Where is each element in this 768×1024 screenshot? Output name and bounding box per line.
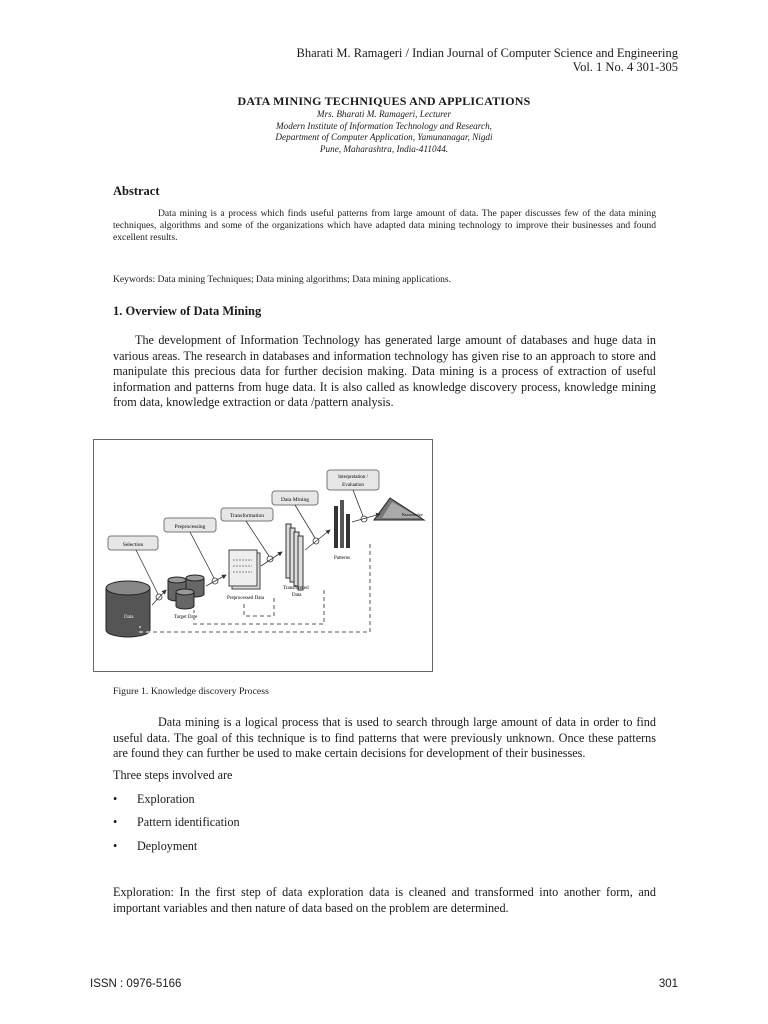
knowledge-pyramid: [374, 498, 424, 520]
bullet-text: Pattern identification: [137, 815, 240, 829]
patterns-bars: [334, 500, 350, 561]
stage-selection: [108, 536, 158, 550]
header-volume: Vol. 1 No. 4 301-305: [572, 60, 678, 74]
stage-interpretation: [327, 470, 379, 490]
abstract-heading: Abstract: [113, 184, 160, 198]
body-paragraph-2: Data mining is a logical process that is used to search through large amount of data in order to find useful data. The goal of this technique is to find patterns that were previously unknown. Once these patterns are found they can further be used to make certain decisions for development of their businesses.: [113, 715, 656, 760]
bullet-item: [113, 792, 195, 807]
data-cylinder: [106, 581, 150, 637]
author-location: Pune, Maharashtra, India-411044.: [319, 143, 449, 154]
svg-text:Interpretation /: Interpretation /: [338, 475, 368, 480]
svg-text:Knowledge: Knowledge: [402, 512, 423, 517]
svg-text:Transformation: Transformation: [229, 513, 265, 519]
figure-caption: Figure 1. Knowledge discovery Process: [113, 686, 269, 697]
author-institute: Modern Institute of Information Technology and Research,: [276, 120, 492, 131]
preprocessed-pages: [227, 550, 265, 601]
svg-text:Preprocessed Data: Preprocessed Data: [227, 596, 265, 601]
target-data-cylinders: [168, 575, 204, 620]
bullet-dot: •: [113, 839, 118, 853]
svg-text:Target Date: Target Date: [174, 615, 198, 620]
footer-issn: ISSN : 0976-5166: [90, 978, 182, 990]
paper-title: DATA MINING TECHNIQUES AND APPLICATIONS: [237, 94, 531, 108]
transformed-stack: [283, 524, 309, 598]
footer-page-number: 301: [658, 978, 678, 990]
svg-text:Selection: Selection: [122, 542, 144, 548]
kdd-diagram: [94, 440, 432, 671]
stage-transformation: [221, 508, 273, 521]
header-journal: Bharati M. Ramageri / Indian Journal of Computer Science and Engineering: [296, 46, 678, 60]
author-name: Mrs. Bharati M. Ramageri, Lecturer: [316, 109, 452, 119]
svg-text:Patterns: Patterns: [334, 556, 351, 561]
svg-text:Data: Data: [124, 615, 134, 620]
figure-kdd-process: [93, 439, 433, 672]
section-heading: 1. Overview of Data Mining: [113, 304, 262, 318]
stage-data-mining: [272, 491, 318, 505]
bullet-dot: •: [113, 815, 118, 829]
abstract-text: Data mining is a process which finds useful patterns from large amount of data. The paper discusses few of the data mining techniques, algorithms and some of the organizations which have adapted data mining technology to improve their businesses and found excellent results.: [113, 208, 656, 243]
bullet-dot: •: [113, 792, 118, 806]
svg-text:Data Mining: Data Mining: [281, 497, 309, 503]
bullet-item: [113, 839, 197, 854]
keywords: Keywords: Data mining Techniques; Data mining algorithms; Data mining applications.: [113, 274, 452, 285]
author-block: [0, 109, 768, 155]
bullet-item: [113, 815, 240, 830]
running-header: [297, 46, 679, 74]
bullet-text: Deployment: [137, 839, 198, 853]
body-paragraph-3: Exploration: In the first step of data exploration data is cleaned and transformed into another form, and important variables and then nature of data based on the problem are determined.: [113, 885, 656, 915]
steps-intro: Three steps involved are: [113, 768, 233, 782]
author-department: Department of Computer Application, Yamunanagar, Nigdi: [275, 132, 493, 142]
bullet-text: Exploration: [137, 792, 195, 806]
svg-text:Evaluation: Evaluation: [342, 483, 364, 488]
svg-text:Data: Data: [292, 593, 302, 598]
stage-preprocessing: [164, 518, 216, 532]
svg-text:Transformed: Transformed: [283, 586, 309, 591]
svg-text:Preprocessing: Preprocessing: [174, 524, 206, 530]
section-paragraph: The development of Information Technology has generated large amount of databases and huge data in various areas. The research in databases and information technology has given rise to an approach to store and manipulate this precious data for further decision making. Data mining is a process of extraction of useful information and patterns from huge data. It is also called as knowledge discovery process, knowledge mining from data, knowledge extraction or data /pattern analysis.: [113, 333, 656, 409]
